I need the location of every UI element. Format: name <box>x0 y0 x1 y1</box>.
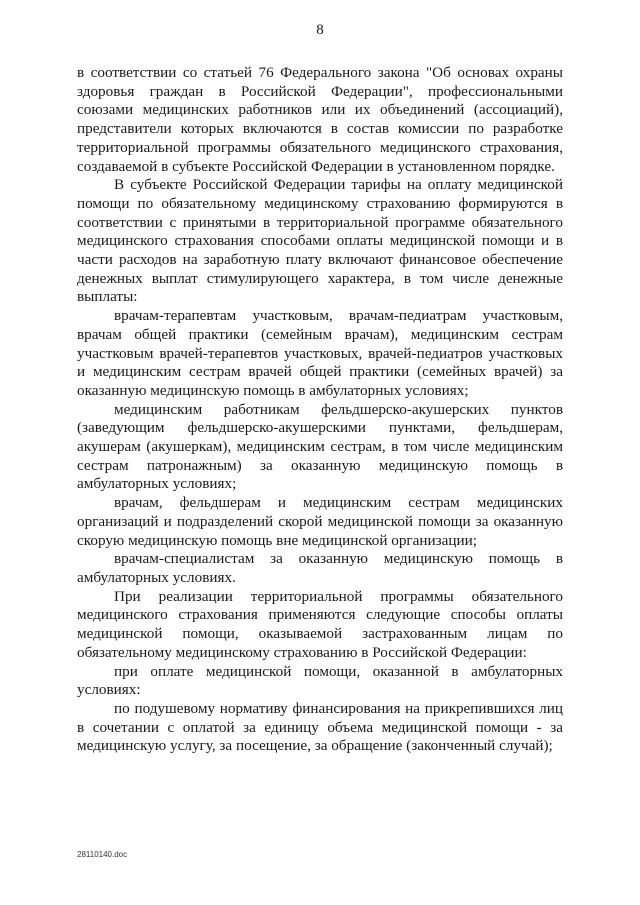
paragraph-specialists: врачам-специалистам за оказанную медицинскую помощь в амбулаторных условиях. <box>77 550 563 586</box>
paragraph-emergency-care: врачам, фельдшерам и медицинским сестрам медицинских организаций и подразделений скорой медицинской помощи за оказанную скорую медицинскую помощь вне медицинской организации; <box>77 494 563 549</box>
document-code: 28110140.doc <box>77 850 128 859</box>
page-number: 8 <box>316 22 324 38</box>
paragraph-outpatient: при оплате медицинской помощи, оказанной в амбулаторных условиях: <box>77 662 563 699</box>
paragraph-per-capita: по подушевому нормативу финансирования на прикрепившихся лиц в сочетании с оплатой за единицу объема медицинской помощи - за медицинскую услугу, за посещение, за обращение (законченный случай); <box>77 699 563 755</box>
document-body <box>77 64 563 756</box>
paragraph-district-doctors: врачам-терапевтам участковым, врачам-педиатрам участковым, врачам общей практики (семейным врачам), медицинским сестрам участковым врачей-терапевтов участковых, врачей-педиатров участковых и медицинским сестрам врачей общей практики (семейных врачей) за оказанную медицинскую помощь в амбулаторных условиях; <box>77 307 563 399</box>
paragraph-payment-methods: При реализации территориальной программы обязательного медицинского страхования применяются следующие способы оплаты медицинской помощи, оказываемой застрахованным лицам по обязательному медицинскому страхованию в Российской Федерации: <box>77 587 563 661</box>
paragraph-feldsher-points: медицинским работникам фельдшерско-акушерских пунктов (заведующим фельдшерско-акушерскими пунктами, фельдшерам, акушерам (акушеркам), медицинским сестрам, в том числе медицинским сестрам патронажным) за оказанную медицинскую помощь в амбулаторных условиях; <box>77 400 563 493</box>
paragraph-continuation: в соответствии со статьей 76 Федерального закона "Об основах охраны здоровья граждан в Российской Федерации", профессиональными союзами медицинских работников или их объединений (ассоциаций), представители которых включаются в состав комиссии по разработке территориальной программы обязательного медицинского страхования, создаваемой в субъекте Российской Федерации в установленном порядке. <box>77 64 563 175</box>
paragraph-tariffs: В субъекте Российской Федерации тарифы на оплату медицинской помощи по обязательному медицинскому страхованию формируются в соответствии с принятыми в территориальной программе обязательного медицинского страхования способами оплаты медицинской помощи и в части расходов на заработную плату включают финансовое обеспечение денежных выплат стимулирующего характера, в том числе денежные выплаты: <box>77 176 563 306</box>
